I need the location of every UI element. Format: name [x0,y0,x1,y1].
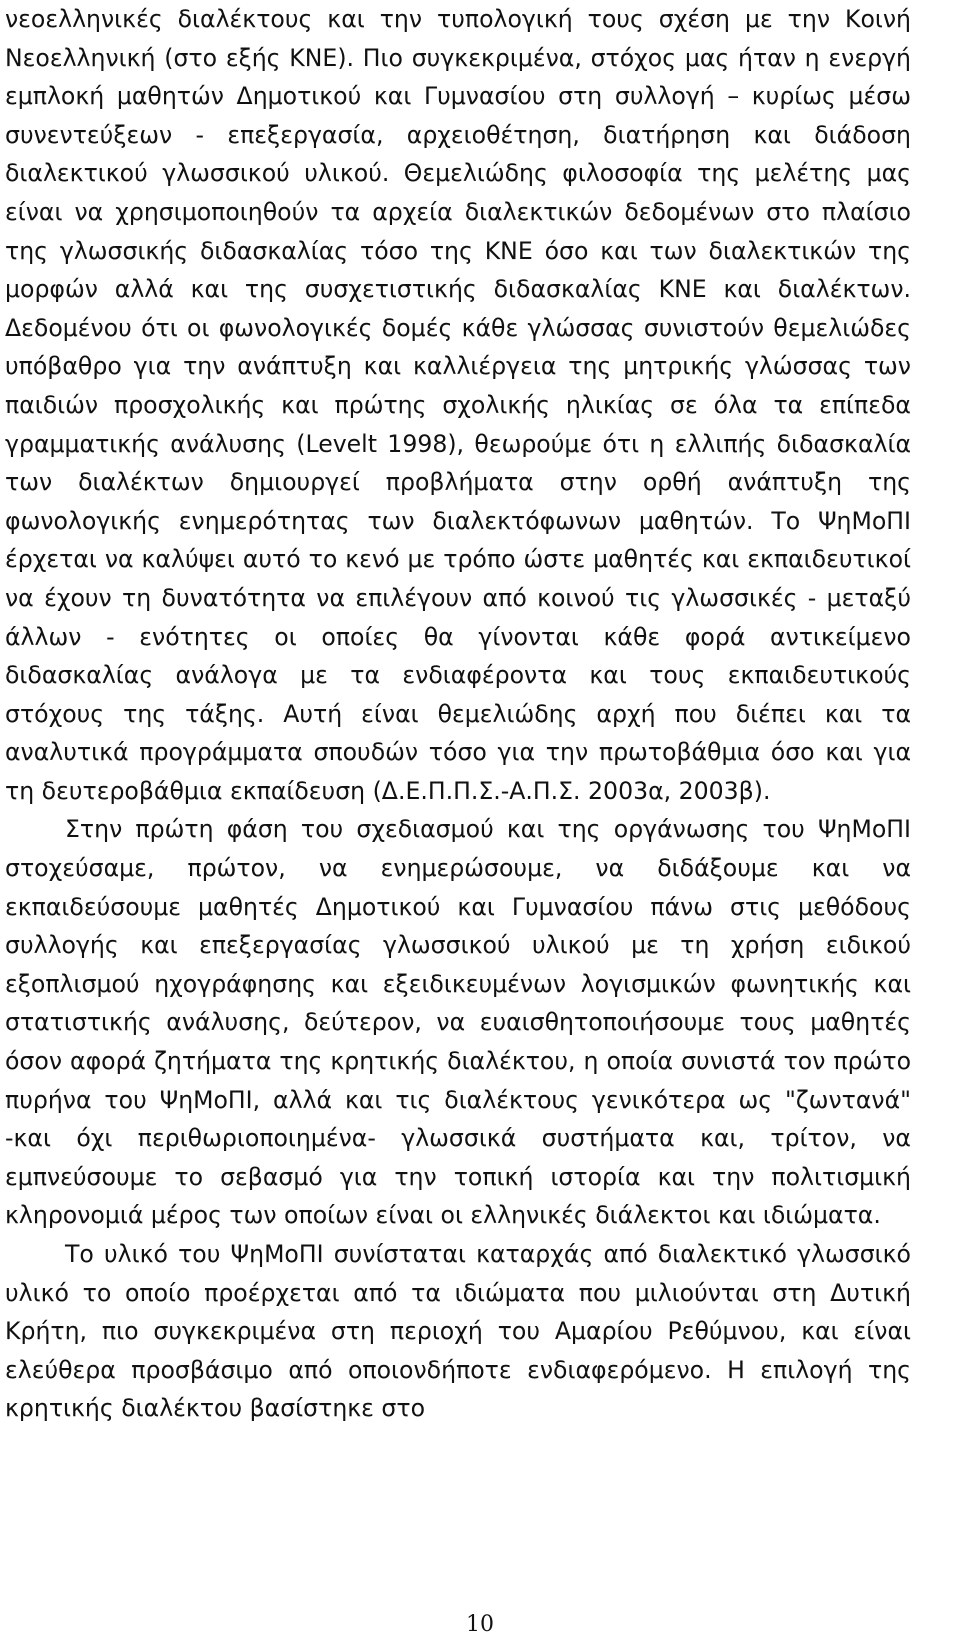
paragraph-3: Το υλικό του ΨηΜοΠΙ συνίσταται καταρχάς από διαλεκτικό γλωσσικό υλικό το οποίο προέρχεται από τα ιδιώματα που μιλιούνται στη Δυτική Κρήτη, πιο συγκεκριμένα στη περιοχή του Αμαρίου Ρεθύμνου, και είναι ελεύθερα προσβάσιμο από οποιονδήποτε ενδιαφερόμενο. Η επιλογή της κρητικής διαλέκτου βασίστηκε στο [5,1240,911,1423]
paragraph-1: νεοελληνικές διαλέκτους και την τυπολογική τους σχέση με την Κοινή Νεοελληνική (στο εξής ΚΝΕ). Πιο συγκεκριμένα, στόχος μας ήταν η ενεργή εμπλοκή μαθητών Δημοτικού και Γυμνασίου στη συλλογή – κυρίως μέσω συνεντεύξεων - επεξεργασία, αρχειοθέτηση, διατήρηση και διάδοση διαλεκτικού γλωσσικού υλικού. Θεμελιώδης φιλοσοφία της μελέτης μας είναι να χρησιμοποιηθούν τα αρχεία διαλεκτικών δεδομένων στο πλαίσιο της γλωσσικής διδασκαλίας τόσο της ΚΝΕ όσο και των διαλεκτικών της μορφών αλλά και της συσχετιστικής διδασκαλίας ΚΝΕ και διαλέκτων. Δεδομένου ότι οι φωνολογικές δομές κάθε γλώσσας συνιστούν θεμελιώδες υπόβαθρο για την ανάπτυξη και καλλιέργεια της μητρικής γλώσσας των παιδιών προσχολικής και πρώτης σχολικής ηλικίας σε όλα τα επίπεδα γραμματικής ανάλυσης (Levelt 1998), θεωρούμε ότι η ελλιπής διδασκαλία των διαλέκτων δημιουργεί προβλήματα στην ορθή ανάπτυξη της φωνολογικής ενημερότητας των διαλεκτόφωνων μαθητών. Το ΨηΜοΠΙ έρχεται να καλύψει αυτό το κενό με τρόπο ώστε μαθητές και εκπαιδευτικοί να έχουν τη δυνατότητα να επιλέγουν από κοινού τις γλωσσικές - μεταξύ άλλων - ενότητες οι οποίες θα γίνονται κάθε φορά αντικείμενο διδασκαλίας ανάλογα με τα ενδιαφέροντα και τους εκπαιδευτικούς στόχους της τάξης. Αυτή είναι θεμελιώδης αρχή που διέπει και τα αναλυτικά προγράμματα σπουδών τόσο για την πρωτοβάθμια όσο και για τη δευτεροβάθμια εκπαίδευση (Δ.Ε.Π.Π.Σ.-Α.Π.Σ. 2003α, 2003β). [5,5,911,805]
page-number: 10 [466,1612,494,1637]
document-page [5,0,911,1428]
paragraph-2: Στην πρώτη φάση του σχεδιασμού και της οργάνωσης του ΨηΜοΠΙ στοχεύσαμε, πρώτον, να ενημερώσουμε, να διδάξουμε και να εκπαιδεύσουμε μαθητές Δημοτικού και Γυμνασίου πάνω στις μεθόδους συλλογής και επεξεργασίας γλωσσικού υλικού με τη χρήση ειδικού εξοπλισμού ηχογράφησης και εξειδικευμένων λογισμικών φωνητικής και στατιστικής ανάλυσης, δεύτερον, να ευαισθητοποιήσουμε τους μαθητές όσον αφορά ζητήματα της κρητικής διαλέκτου, η οποία συνιστά τον πρώτο πυρήνα του ΨηΜοΠΙ, αλλά και τις διαλέκτους γενικότερα ως "ζωντανά" -και όχι περιθωριοποιημένα- γλωσσικά συστήματα και, τρίτον, να εμπνεύσουμε το σεβασμό για την τοπική ιστορία και την πολιτισμική κληρονομιά μέρος των οποίων είναι οι ελληνικές διάλεκτοι και ιδιώματα. [5,815,911,1230]
